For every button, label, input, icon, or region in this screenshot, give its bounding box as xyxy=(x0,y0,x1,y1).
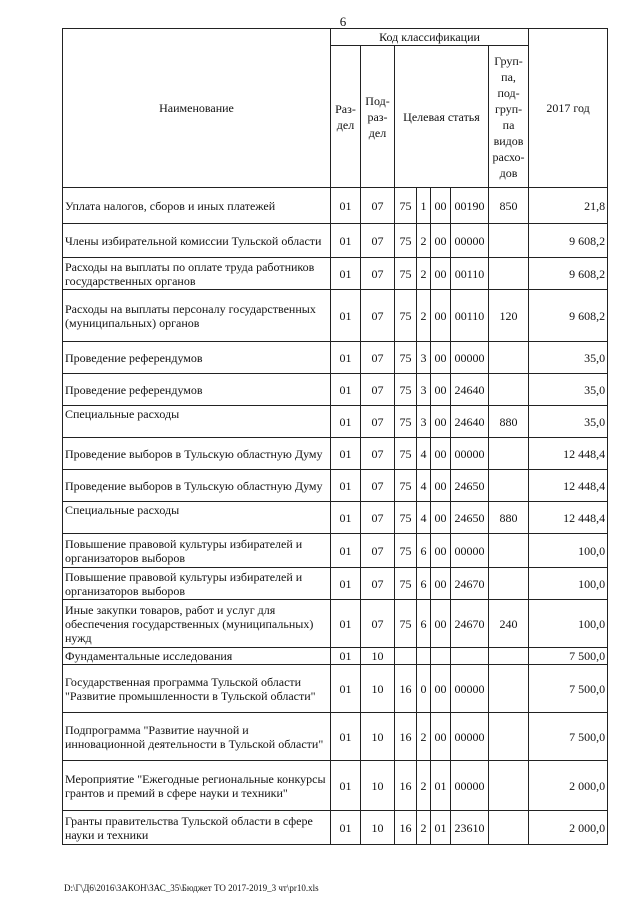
header-name: Наименование xyxy=(63,29,331,188)
budget-table xyxy=(62,28,608,845)
header-year: 2017 год xyxy=(529,29,608,188)
table-row: Государственная программа Тульской области "Развитие промышленности в Тульской области" 01 10 16 0 00 00000 7 500,0 xyxy=(63,665,608,713)
table-row: Проведение выборов в Тульскую областную Думу 01 07 75 4 00 24650 12 448,4 xyxy=(63,470,608,502)
table-row: Проведение референдумов 01 07 75 3 00 24640 35,0 xyxy=(63,374,608,406)
table-row: Проведение выборов в Тульскую областную Думу 01 07 75 4 00 00000 12 448,4 xyxy=(63,438,608,470)
table-row: Фундаментальные исследования 01 10 7 500,0 xyxy=(63,648,608,665)
header-target-article: Целевая статья xyxy=(395,46,489,188)
table-row: Члены избирательной комиссии Тульской области 01 07 75 2 00 00000 9 608,2 xyxy=(63,224,608,258)
table-row: Иные закупки товаров, работ и услуг для обеспечения государственных (муниципальных) нужд 01 07 75 6 00 24670 240 100,0 xyxy=(63,600,608,648)
table-row: Мероприятие "Ежегодные региональные конкурсы грантов и премий в сфере науки и техники" 01 10 16 2 01 00000 2 000,0 xyxy=(63,761,608,811)
table-row: Расходы на выплаты персоналу государственных (муниципальных) органов 01 07 75 2 00 00110 120 9 608,2 xyxy=(63,290,608,342)
table-row: Гранты правительства Тульской области в сфере науки и техники 01 10 16 2 01 23610 2 000,0 xyxy=(63,811,608,845)
table-row: Повышение правовой культуры избирателей и организаторов выборов 01 07 75 6 00 00000 100,0 xyxy=(63,534,608,568)
table-row: Повышение правовой культуры избирателей и организаторов выборов 01 07 75 6 00 24670 100,0 xyxy=(63,568,608,600)
table-header xyxy=(63,29,608,188)
header-group: Груп- па, под- груп- па видов расхо- дов xyxy=(489,46,529,188)
header-code: Код классификации xyxy=(331,29,529,46)
table-row: Специальные расходы 01 07 75 4 00 24650 880 12 448,4 xyxy=(63,502,608,534)
table-row: Уплата налогов, сборов и иных платежей 01 07 75 1 00 00190 850 21,8 xyxy=(63,188,608,224)
header-razdel: Раз- дел xyxy=(331,46,361,188)
table-row: Подпрограмма "Развитие научной и инновационной деятельности в Тульской области" 01 10 16 2 00 00000 7 500,0 xyxy=(63,713,608,761)
page-number: 6 xyxy=(339,14,347,29)
table-body xyxy=(63,188,608,845)
header-podrazdel: Под- раз- дел xyxy=(361,46,395,188)
file-path-footer: D:\Г\Д6\2016\ЗАКОН\ЗАС_35\Бюджет ТО 2017-2019_3 чт\pr10.xls xyxy=(64,883,319,893)
table-row: Расходы на выплаты по оплате труда работников государственных органов 01 07 75 2 00 00110 9 608,2 xyxy=(63,258,608,290)
table-row: Специальные расходы 01 07 75 3 00 24640 880 35,0 xyxy=(63,406,608,438)
table-row: Проведение референдумов 01 07 75 3 00 00000 35,0 xyxy=(63,342,608,374)
